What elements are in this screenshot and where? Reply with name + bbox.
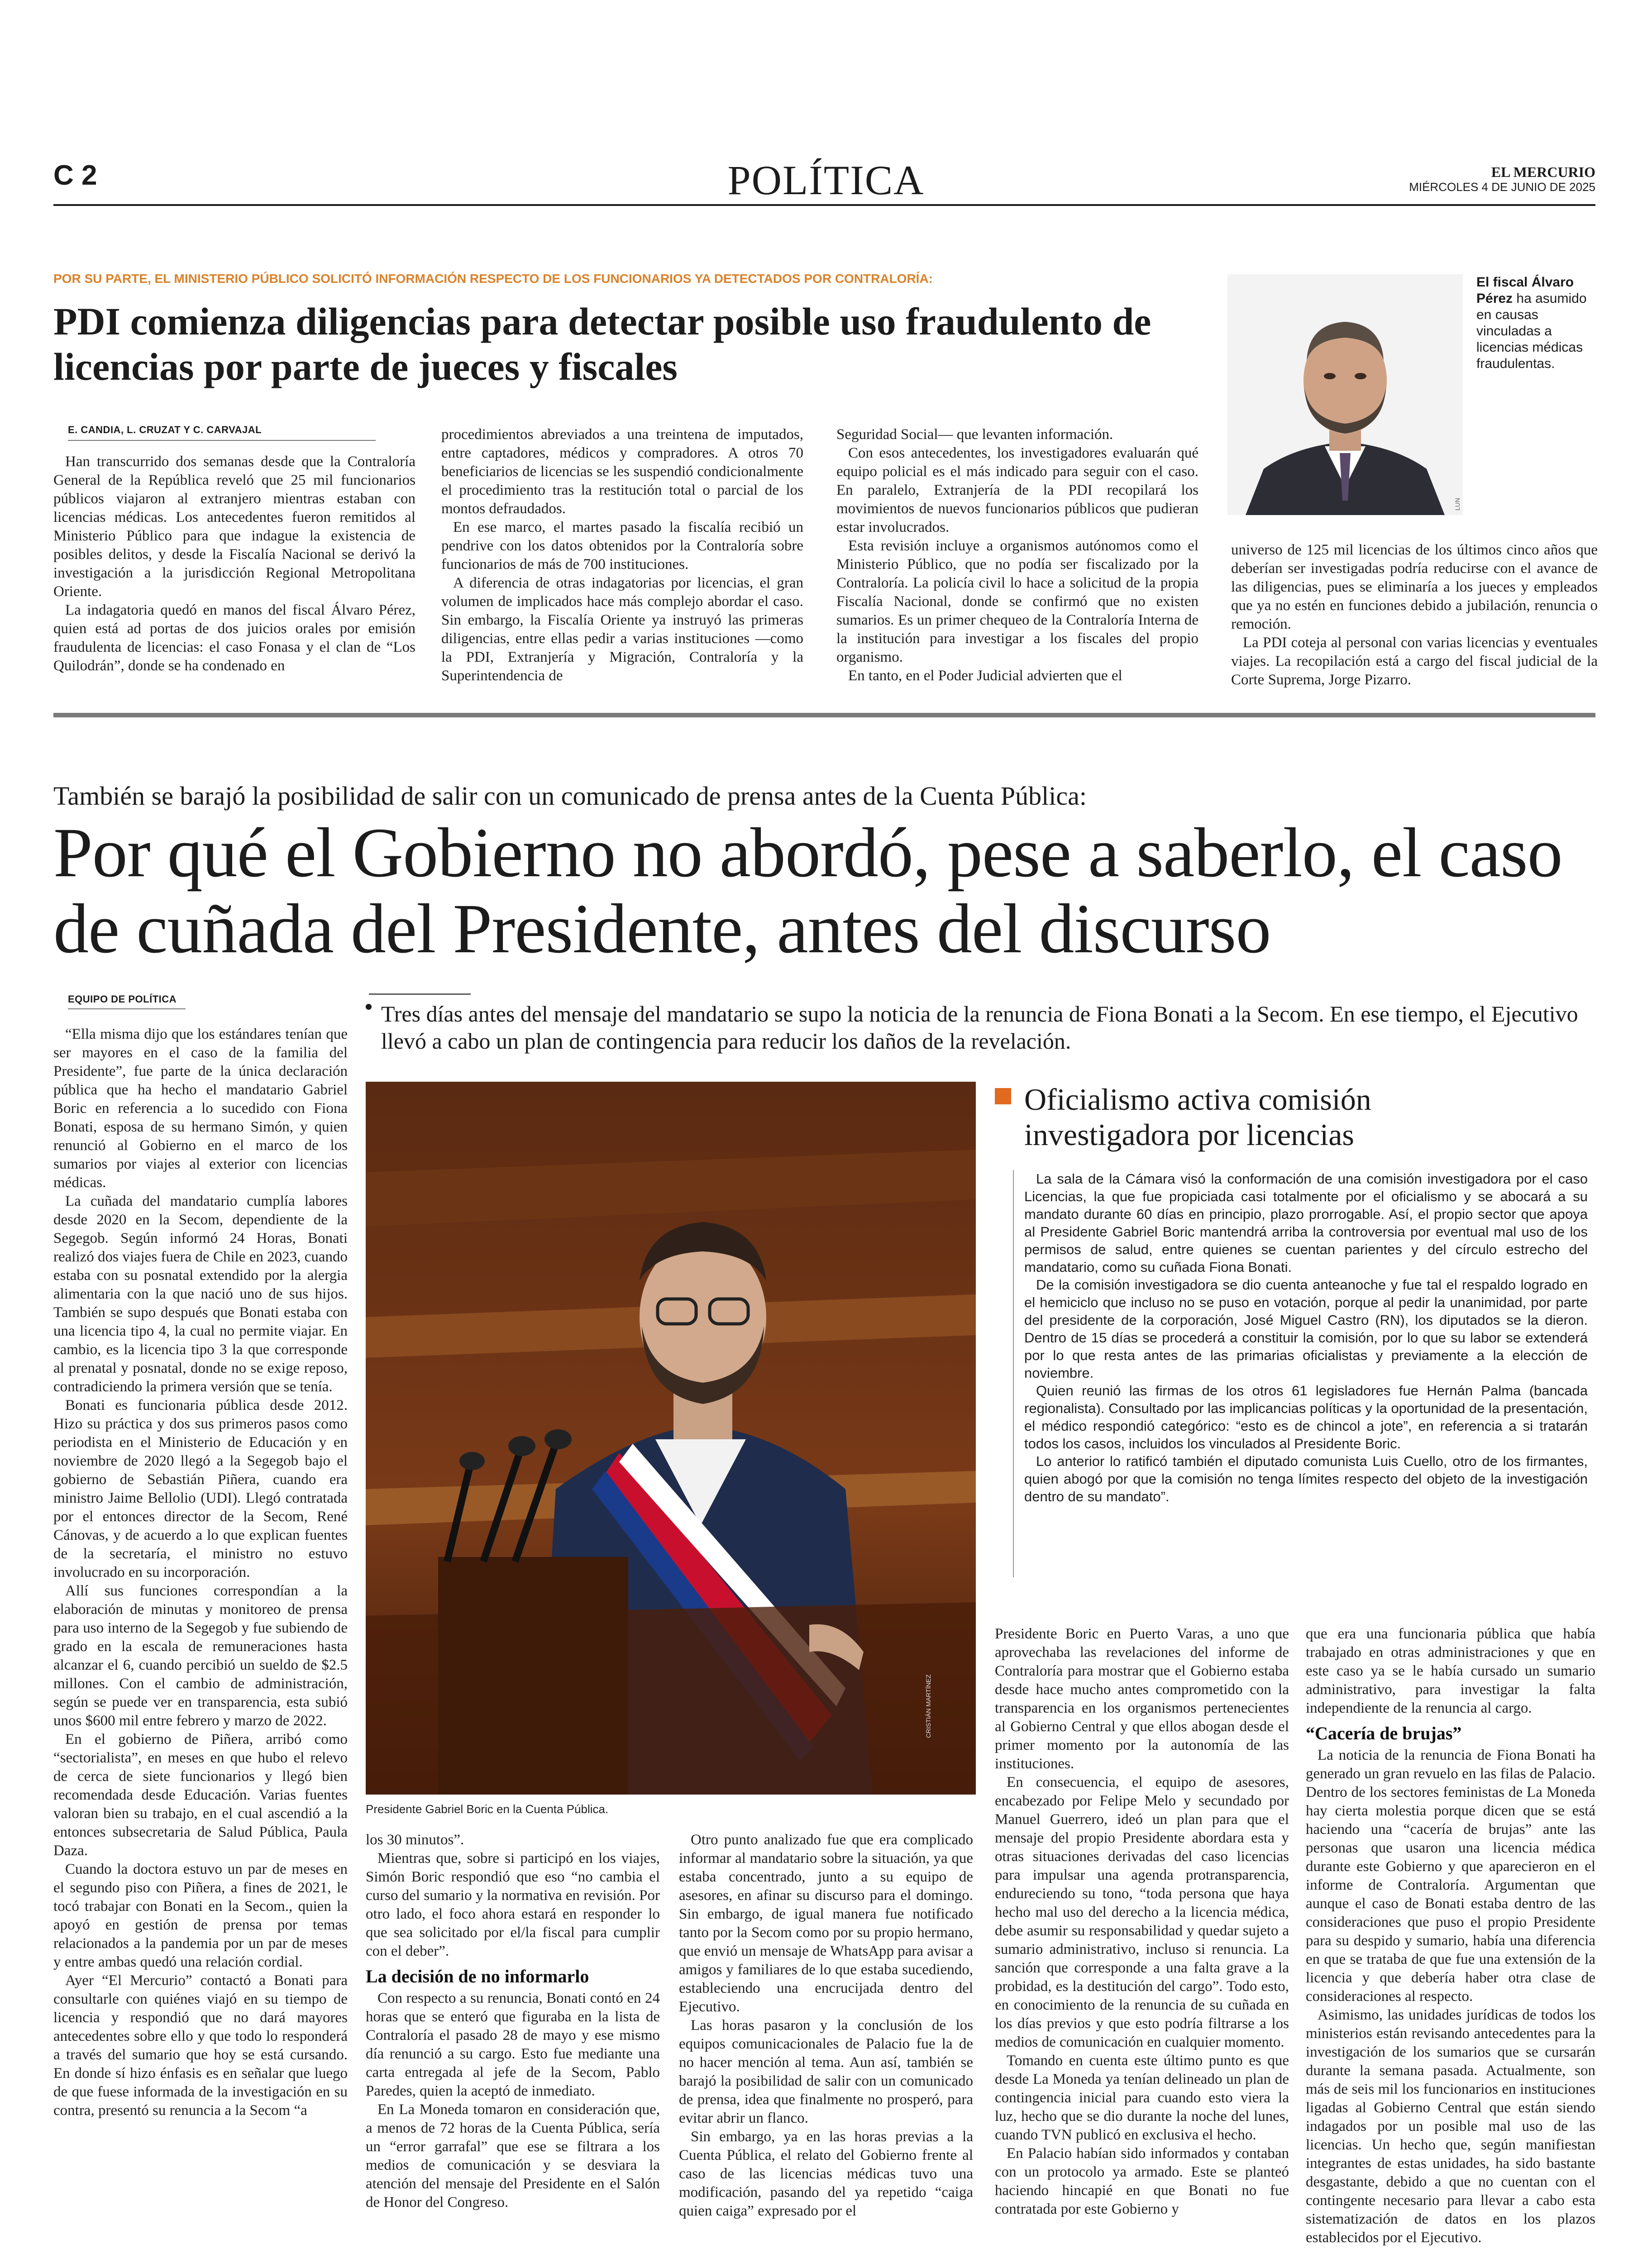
paragraph: Allí sus funciones correspondían a la elaboración de minutas y monitoreo de prensa para uso interno de la Segegob y fue subiendo de grado en la escala de remuneraciones hasta alcanzar el 6, cuando percibió un sueldo de $2.5 millones. Con el cambio de administración, según se puede ver en transparencia, esta subió unos $600 mil entre febrero y marzo de 2022. [53,1583,348,1729]
paragraph: La noticia de la renuncia de Fiona Bonati ha generado un gran revuelo en las filas de Palacio. Dentro de los sectores feministas de La Moneda hay cierta molestia porque dicen que se está haciendo una “cacería de brujas” ante las personas que usaron una licencia médica durante este Gobierno y que aparecieron en el informe de Contraloría. Argumentan que aunque el caso de Bonati estaba dentro de las consideraciones que puso el propio Presidente para su despido y sumario, había una diferencia en que se trataba de que fue una extensión de la licencia y que debería haber otra clase de consideraciones al respecto. [1306,1747,1595,2005]
paragraph: Mientras que, sobre si participó en los viajes, Simón Boric respondió que eso “no cambia el curso del sumario y la normativa en revisión. Por otro lado, el foco ahora estará en responder lo que sea solicitado por el/la fiscal para cumplir con el deber”. [366,1850,660,1959]
article1-byline: E. CANDIA, L. CRUZAT Y C. CARVAJAL [68,424,262,435]
photo-credit: LUN [1454,497,1461,511]
article2-col1 [53,1025,348,2120]
issue-date: MIÉRCOLES 4 DE JUNIO DE 2025 [1409,180,1595,194]
paragraph: En el gobierno de Piñera, arribó como “sectorialista”, en meses en que hubo el relevo de cerca de siete funcionarios y llegó bien recomendada desde Educación. Varias fuentes valoran bien su trabajo, en el cual ascendió a la entonces subsecretaria de Salud Pública, Paula Daza. [53,1731,348,1859]
paragraph: En ese marco, el martes pasado la fiscalía recibió un pendrive con los datos obtenidos por la Contraloría sobre funcionarios de más de 700 instituciones. [441,519,803,573]
article2-kicker: También se barajó la posibilidad de salir con un comunicado de prensa antes de la Cuenta Pública: [53,781,1087,811]
article1-headline: PDI comienza diligencias para detectar posible uso fraudulento de licencias por parte de jueces y fiscales [53,300,1151,388]
article1-col3 [836,425,1198,685]
photo-image [366,1082,976,1795]
article1-byline-rule [68,440,376,441]
sidebar-headline: Oficialismo activa comisión investigadora por licencias [1024,1082,1371,1152]
boric-photo [366,1082,976,1795]
caption-bold: El fiscal Álvaro Pérez [1476,275,1574,306]
paragraph: Esta revisión incluye a organismos autónomos como el Ministerio Público, que no podía ser fiscalizado por la Contraloría. La policía civil lo hace a solicitud de la propia Fiscalía Nacional, donde se confirmó que no existen sumarios. Es un primer chequeo de la Contraloría Interna de la institución para investigar a los fiscales del propio organismo. [836,538,1198,665]
paragraph: Ayer “El Mercurio” contactó a Bonati para consultarle con quiénes viajó en su tiempo de licencia y respondió que no dará mayores antecedentes sobre ello y que todo lo responderá a través del sumario que hoy se está cursando. En donde sí hizo énfasis es en señalar que luego de que fuese informada de la investigación en su contra, presentó su renuncia a la Secom “a [53,1972,348,2119]
paragraph: En tanto, en el Poder Judicial advierten que el [848,668,1122,684]
paragraph: Quien reunió las firmas de los otros 61 legisladores fue Hernán Palma (bancada regionalista). Consultado por las implicancias políticas y la oportunidad de la presentación, el médico respondió categórico: “esto es de chincol a jote”, en referencia a si tratarán todos los casos, incluidos los vinculados al Presidente Boric. [1024,1383,1588,1451]
article2-deck: Tres días antes del mensaje del mandatario se supo la noticia de la renuncia de Fiona Bonati a la Secom. En ese tiempo, el Ejecutivo llevó a cabo un plan de contingencia para reducir los daños de la revelación. [381,1001,1578,1054]
fiscal-photo [1227,274,1463,515]
paragraph: En Palacio habían sido informados y contaban con un protocolo ya armado. Este se planteó haciendo hincapié en que Bonati no fue contratada por este Gobierno y [995,2145,1289,2217]
section-title: POLÍTICA [727,157,925,203]
article2-byline-rule [68,1008,186,1009]
paragraph: Bonati es funcionaria pública desde 2012. Hizo su práctica y dos sus primeros pasos como periodista en el Ministerio de Educación y en noviembre de 2020 llegó a la Segegob bajo el gobierno de Sebastián Piñera, cuando era ministro Jaime Bellolio (UDI). Llegó contratada por el entonces director de la Secom, René Cánovas, y de acuerdo a lo que explican fuentes de la secretaría, el ministro no estuvo involucrado en su incorporación. [53,1397,348,1580]
paragraph: En consecuencia, el equipo de asesores, encabezado por Felipe Melo y secundado por Manuel Guerrero, ideó un plan para que el mensaje del propio Presidente abordara esta y otras situaciones derivadas del caso licencias para impulsar una agenda protransparencia, endureciendo su tono, “toda persona que haya hecho mal uso del derecho a la licencia médica, debe asumir su responsabilidad y quedar sujeto a sumario administrativo, incluso si renuncia. La sanción que corresponde a una falta grave a la probidad, es la destitución del cargo”. Todo esto, en conocimiento de la renuncia de su cuñada en los días previos y que esto podría filtrarse a los medios de comunicación en cualquier momento. [995,1774,1289,2050]
portrait-image [1227,274,1463,515]
section-divider [53,713,1595,717]
deck-rule [369,993,471,995]
article1-col1 [53,453,415,675]
boric-photo-caption: Presidente Gabriel Boric en la Cuenta Pública. [366,1802,609,1816]
masthead-rule [53,204,1595,206]
paragraph: procedimientos abreviados a una treintena de imputados, entre captadores, médicos y compradores. A otros 70 beneficiarios de licencias se les suspendió condicionalmente el procedimiento tras la restitución total o parcial de los montos defraudados. [441,426,803,517]
photo-credit: CRISTIÁN MARTÍNEZ [925,1674,932,1738]
paragraph: La PDI coteja al personal con varias licencias y eventuales viajes. La recopilación está a cargo del fiscal judicial de la Corte Suprema, Jorge Pizarro. [1231,635,1598,688]
paragraph: Sin embargo, ya en las horas previas a la Cuenta Pública, el relato del Gobierno frente al caso de las licencias médicas tuvo una modificación, pasando del ya repetido “caiga quien caiga” expresado por el [679,2129,973,2219]
paragraph: Las horas pasaron y la conclusión de los equipos comunicacionales de Palacio fue la de no hacer mención al tema. Aun así, también se barajó la posibilidad de salir con un comunicado de prensa, idea que finalmente no prosperó, para evitar abrir un flanco. [679,2017,973,2126]
paragraph: Seguridad Social— que levanten información. [836,426,1113,443]
paragraph: La cuñada del mandatario cumplía labores desde 2020 en la Secom, dependiente de la Segegob. Según informó 24 Horas, Bonati realizó dos viajes fuera de Chile en 2023, cuando estaba con su posnatal extendido por la alergia alimentaria con la que nació uno de sus hijos. También se supo después que Bonati estaba con una licencia tipo 4, la cual no permite viajar. En cambio, es la licencia tipo 3 la que corresponde al prenatal y posnatal, donde no se exige reposo, contradiciendo la primera versión que se tenía. [53,1193,348,1395]
newspaper-name: EL MERCURIO [1491,164,1595,180]
paragraph: que era una funcionaria pública que había trabajado en otras administraciones y que en este caso ya se le había cursado un sumario administrativo, para investigar la falta independiente de la renuncia al cargo. [1306,1626,1595,1716]
deck-bullet [366,1004,372,1010]
paragraph: En La Moneda tomaron en consideración que, a menos de 72 horas de la Cuenta Pública, sería un “error garrafal” que ese se filtrara a los medios de comunicación y se desviara la atención del mensaje del Presidente en el Salón de Honor del Congreso. [366,2101,660,2210]
sidebar-side-rule [1013,1170,1014,1577]
article2-col5 [1306,1625,1595,2247]
page-number: C 2 [53,160,97,191]
sidebar-box [995,1082,1592,1584]
article1-col4 [1231,541,1598,689]
article2-col3 [679,1831,973,2220]
paragraph: “Ella misma dijo que los estándares tenían que ser mayores en el caso de la familia del Presidente”, fue parte de la única declaración pública que ha hecho el mandatario Gabriel Boric en referencia a lo sucedido con Fiona Bonati, esposa de su hermano Simón, y quien renunció al Gobierno en el marco de los sumarios por viajes al exterior con licencias médicas. [53,1026,348,1191]
subheading: La decisión de no informarlo [366,1966,589,1986]
paragraph: Cuando la doctora estuvo un par de meses en el segundo piso con Piñera, a fines de 2021, le tocó trabajar con Bonati en la Secom., quien la apoyó en gestión de prensa por temas relacionados a la pandemia por un par de meses y entre ambas quedó una relación cordial. [53,1861,348,1970]
paragraph: De la comisión investigadora se dio cuenta anteanoche y fue tal el respaldo logrado en el hemiciclo que incluso no se puso en votación, porque al pedir la unanimidad, por parte del presidente de la corporación, José Miguel Castro (RN), los diputados se la dieron. Dentro de 15 días se procederá a constituir la comisión, por lo que su labor se extenderá por lo que resta antes de las primarias oficialistas y previamente a la elección de noviembre. [1024,1277,1588,1381]
article1-col2 [441,425,803,685]
article2-byline: EQUIPO DE POLÍTICA [68,993,177,1005]
fiscal-caption [1476,274,1596,372]
paragraph: universo de 125 mil licencias de los últimos cinco años que deberían ser investigadas podría reducirse con el avance de las diligencias, pues se eliminaría a los jueces y empleados que ya no estén en funciones debido a jubilación, renuncia o remoción. [1231,542,1598,632]
paragraph: Presidente Boric en Puerto Varas, a uno que aprovechaba las revelaciones del informe de Contraloría para mostrar que el Gobierno estaba desde hace mucho antes comprometido con la transparencia en los organismos pertenecientes al Gobierno Central y que ellos abogan desde el primer momento por la autonomía de las instituciones. [995,1626,1289,1772]
paragraph: Lo anterior lo ratificó también el diputado comunista Luis Cuello, otro de los firmantes, quien abogó por que la comisión no tenga límites respecto del objeto de la investigación dentro de su mandato”. [1024,1453,1588,1504]
article1-kicker: POR SU PARTE, EL MINISTERIO PÚBLICO SOLICITÓ INFORMACIÓN RESPECTO DE LOS FUNCIONARIOS YA DETECTADOS POR CONTRALORÍA: [53,272,933,286]
subheading: “Cacería de brujas” [1306,1723,1462,1743]
paragraph: Han transcurrido dos semanas desde que la Contraloría General de la República reveló que 25 mil funcionarios públicos viajaron al extranjero mientras estaban con licencias médicas. Los antecedentes fueron remitidos al Ministerio Público para que indague la existencia de posibles delitos, y desde la Fiscalía Nacional se derivó la investigación a la jurisdicción Regional Metropolitana Oriente. [53,454,415,600]
paragraph: Asimismo, las unidades jurídicas de todos los ministerios están revisando antecedentes para la investigación de los sumarios que se cursarán durante la semana pasada. Actualmente, son más de seis mil los funcionarios en instituciones ligadas al Gobierno Central que están siendo indagados por un posible mal uso de las licencias. Un hecho que, según manifiestan integrantes de estas unidades, ha sido bastante desgastante, debido a que no cuentan con el contingente necesario para llevar a cabo esta sistematización de datos en los plazos establecidos por el Ejecutivo. [1306,2007,1595,2246]
paragraph: los 30 minutos”. [366,1832,464,1848]
paragraph: A diferencia de otras indagatorias por licencias, el gran volumen de implicados hace más complejo abordar el caso. Sin embargo, la Fiscalía Oriente ya instruyó las primeras diligencias, entre ellas pedir a varias instituciones —como la PDI, Extranjería y Migración, Contraloría y la Superintendencia de [441,575,803,684]
paragraph: Con respecto a su renuncia, Bonati contó en 24 horas que se enteró que figuraba en la lista de Contraloría el pasado 28 de mayo y ese mismo día renunció a su cargo. Esto fue mediante una carta entregada al jefe de la Secom, Pablo Paredes, quien la aceptó de inmediato. [366,1990,660,2099]
caption-text: ha asumido en causas vinculadas a licencias médicas fraudulentas. [1476,291,1587,371]
sidebar-square-icon [995,1088,1011,1106]
paragraph: Tomando en cuenta este último punto es que desde La Moneda ya tenían delineado un plan de contingencia inicial para cuando esto viera la luz, hecho que se dio durante la noche del lunes, cuando TVN publicó en exclusiva el hecho. [995,2053,1289,2143]
paragraph: Con esos antecedentes, los investigadores evaluarán qué equipo policial es el más indicado para seguir con el caso. En paralelo, Extranjería de la PDI recopilará los movimientos de nuevos funcionarios públicos que pudieran estar involucrados. [836,445,1198,535]
article2-headline: Por qué el Gobierno no abordó, pese a saberlo, el caso de cuñada del Presidente, antes del discurso [53,813,1562,968]
paragraph: La sala de la Cámara visó la conformación de una comisión investigadora por el caso Licencias, la que fue propiciada casi totalmente por el oficialismo y se abocará a su mandato durante 60 días en principio, plazo prorrogable. Así, el propio sector que apoya al Presidente Gabriel Boric mantendrá arriba la controversia por eventual mal uso de los permisos de salud, entre quienes se cuentan parientes y del círculo estrecho del mandatario, como su cuñada Fiona Bonati. [1024,1171,1588,1275]
article2-col4 [995,1625,1289,2219]
sidebar-body [1024,1170,1588,1505]
paragraph: Otro punto analizado fue que era complicado informar al mandatario sobre la situación, ya que estaba concentrado, junto a su equipo de asesores, en afinar su discurso para el domingo. Sin embargo, de igual manera fue notificado tanto por la Secom como por su propio hermano, que envió un mensaje de WhatsApp para avisar a amigos y familiares de lo que estaba sucediendo, estableciendo una encrucijada dentro del Ejecutivo. [679,1832,973,2015]
article2-col2 [366,1831,660,2212]
paragraph: La indagatoria quedó en manos del fiscal Álvaro Pérez, quien está ad portas de dos juicios orales por emisión fraudulenta de licencias: el caso Fonasa y el clan de “Los Quilodrán”, donde se ha condenado en [53,602,415,674]
